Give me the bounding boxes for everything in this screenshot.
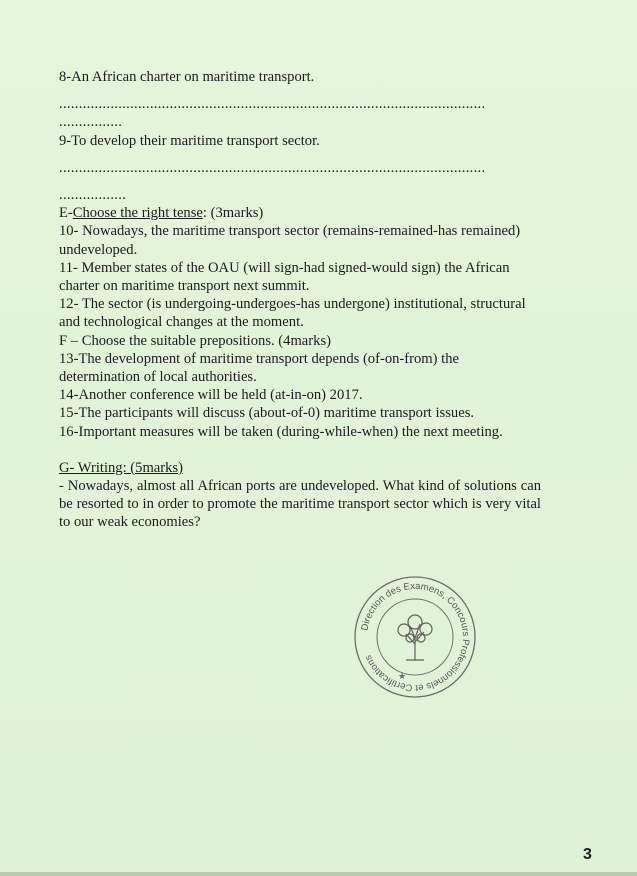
answer-line-9: ............................................................................................................ [59,159,486,176]
section-e-marks: : (3marks) [202,205,264,222]
question-14: 14-Another conference will be held (at-in-on) 2017. [59,387,363,404]
exam-content [59,68,541,532]
section-e-heading [59,204,541,222]
question-8: 8-An African charter on maritime transport. [59,69,315,85]
section-f-heading: F – Choose the suitable prepositions. (4marks) [59,332,331,349]
question-12-cont: and technological changes at the moment. [59,314,304,331]
answer-line-8b: ................ [59,114,123,131]
question-13: 13-The development of maritime transport depends (of-on-from) the [59,350,459,367]
writing-prompt: - Nowadays, almost all African ports are undeveloped. What kind of solutions can be resorted to in order to promote the maritime transport sector which is very vital to our weak economies? [59,478,541,531]
answer-line-9b: ................. [59,187,127,204]
official-stamp [350,572,480,702]
question-13-cont: determination of local authorities. [59,369,257,386]
answer-line-8: ............................................................................................................ [59,96,486,113]
question-10: 10- Nowadays, the maritime transport sector (remains-remained-has remained) [59,223,521,240]
tree-emblem-icon [398,615,432,660]
question-10-cont: undeveloped. [59,241,138,258]
section-g-heading: G- Writing: (5marks) [59,459,183,476]
stamp-ring-text: Direction des Examens, Concours Professionnels et Certifications [359,580,472,694]
question-9: 9-To develop their maritime transport sector. [59,132,320,149]
question-12: 12- The sector (is undergoing-undergoes-has undergone) institutional, structural [59,296,526,313]
page-number: 3 [583,846,592,863]
question-16: 16-Important measures will be taken (during-while-when) the next meeting. [59,423,503,440]
section-e-prefix: E- [59,205,73,222]
question-11-cont: charter on maritime transport next summit. [59,278,310,295]
question-11: 11- Member states of the OAU (will sign-had signed-would sign) the African [59,259,510,276]
star-icon: ★ [398,671,407,681]
question-15: 15-The participants will discuss (about-of-0) maritime transport issues. [59,405,475,422]
section-e-title: Choose the right tense [72,205,203,222]
bottom-edge [0,872,637,876]
